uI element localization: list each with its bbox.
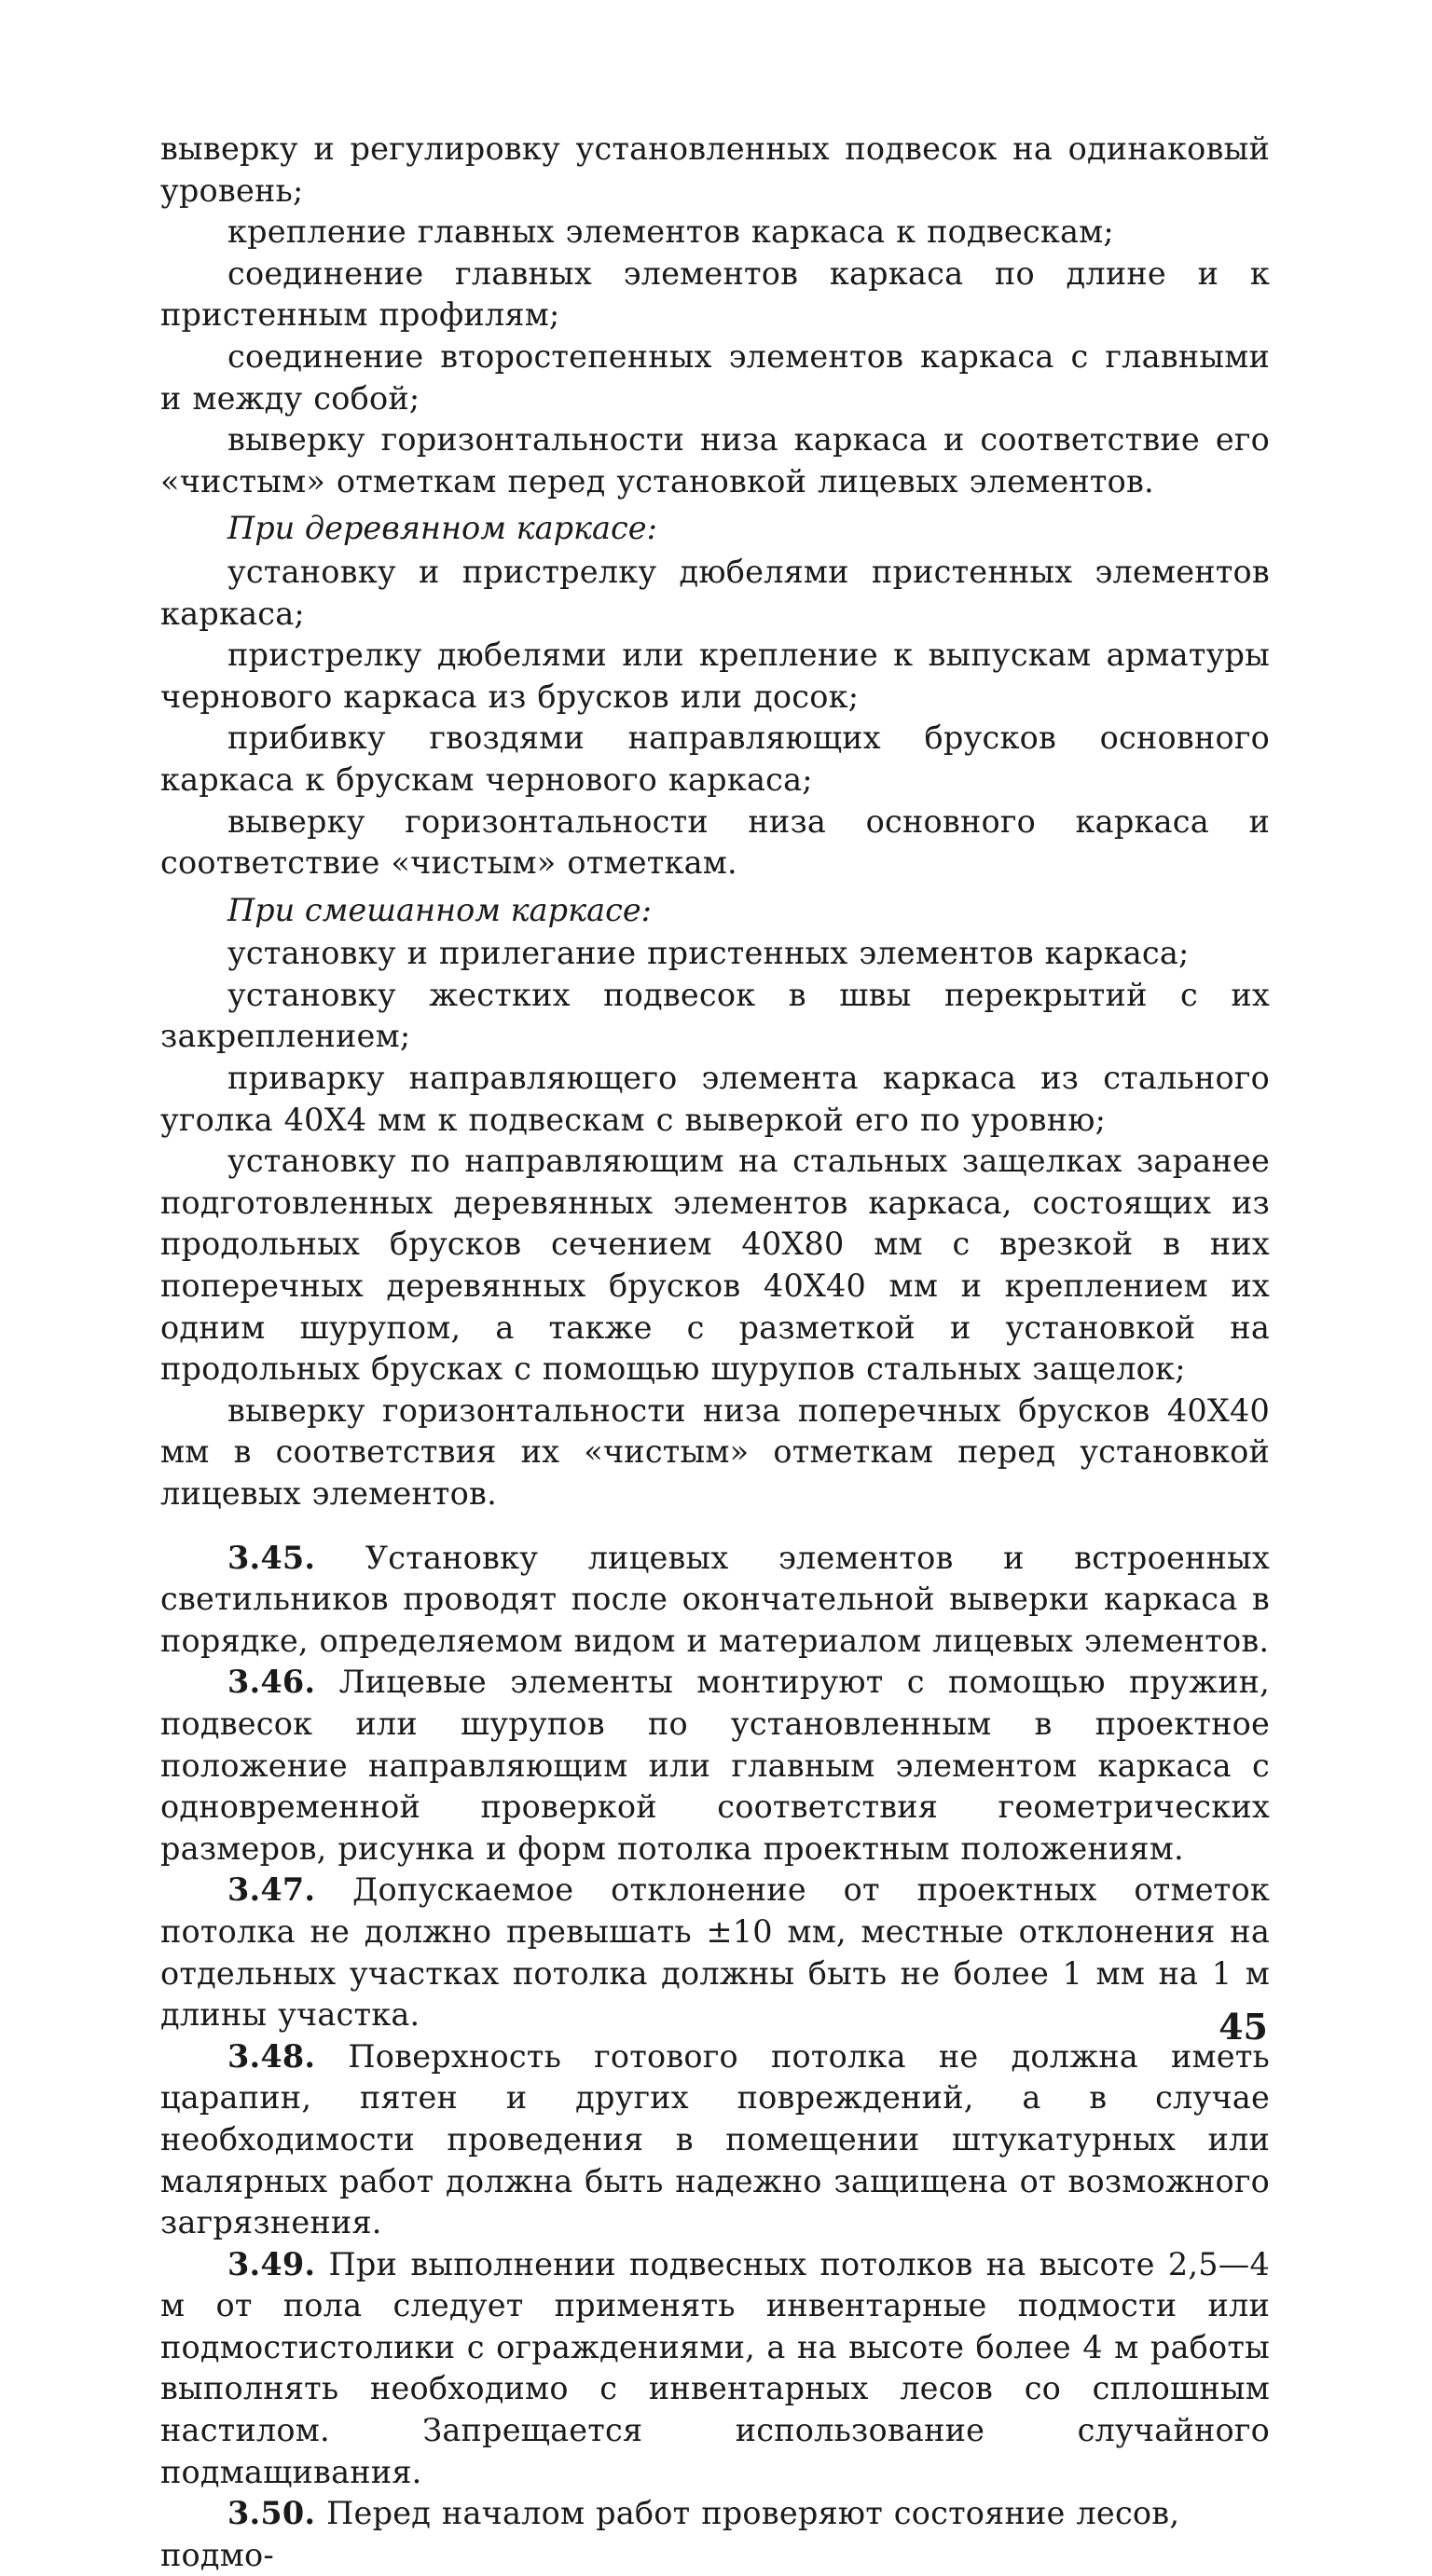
section-text: Лицевые элементы монтируют с помощью пружин, подвесок или шурупов по установленным в проектное положение направляющим или главным элементом каркаса с одновременной проверкой соответствия геометрических размеров, рисунка и форм потолка проектным положениям. [160,1664,1270,1867]
section-3-46 [160,1662,1270,1870]
intro-item-2: крепление главных элементов каркаса к подвескам; [227,213,1114,251]
page-number: 45 [1219,2006,1268,2048]
wood-item-4: выверку горизонтальности низа основного каркаса и соответствие «чистым» отметкам. [160,802,1270,882]
section-text: При выполнении подвесных потолков на высоте 2,5—4 м от пола следует применять инвентарные подмости или подмостистолики с ограждениями, а на высоте более 4 м работы выполнять необходимо с инвентарных лесов со сплошным настилом. Запрещается использование случайного подмащивания. [160,2245,1270,2490]
wood-item-3: прибивку гвоздями направляющих брусков основного каркаса к брускам чернового каркаса; [160,719,1270,798]
intro-item-4: соединение второстепенных элементов каркаса с главными и между собой; [160,337,1270,417]
section-number: 3.47. [227,1871,316,1909]
section-number: 3.45. [227,1539,316,1576]
wood-item-1: установку и пристрелку дюбелями пристенных элементов каркаса; [160,553,1270,632]
mixed-item-2: установку жестких подвесок в швы перекрытий с их закреплением; [160,976,1270,1055]
mixed-item-4: установку по направляющим на стальных защелках заранее подготовленных деревянных элементов каркаса, состоящих из продольных брусков сечением 40Х80 мм с врезкой в них поперечных деревянных брусков 40Х40 мм и креплением их одним шурупом, а также с разметкой и установкой на продольных брусках с помощью шурупов стальных защелок; [160,1143,1270,1388]
section-number: 3.46. [227,1664,316,1701]
section-text: Установку лицевых элементов и встроенных светильников проводят после окончательной выверки каркаса в порядке, определяемом видом и материалом лицевых элементов. [160,1539,1270,1659]
intro-item-1: выверку и регулировку установленных подвесок на одинаковый уровень; [160,130,1270,209]
section-number: 3.49. [227,2245,316,2282]
section-3-45 [160,1538,1270,1663]
section-3-50 [160,2493,1270,2576]
section-text: Допускаемое отклонение от проектных отметок потолка не должно превышать ±10 мм, местные отклонения на отдельных участках потолка должны быть не более 1 мм на 1 м длины участка. [160,1871,1270,2034]
section-3-49 [160,2244,1270,2494]
wood-frame-heading: При деревянном каркасе: [227,510,657,547]
section-text: Поверхность готового потолка не должна иметь царапин, пятен и других повреждений, а в случае необходимости проведения в помещении штукатурных или малярных работ должна быть надежно защищена от возможного загрязнения. [160,2037,1270,2241]
section-3-48 [160,2036,1270,2244]
intro-item-5: выверку горизонтальности низа каркаса и соответствие его «чистым» отметкам перед установкой лицевых элементов. [160,421,1270,500]
intro-item-3: соединение главных элементов каркаса по длине и к пристенным профилям; [160,254,1270,334]
mixed-item-5: выверку горизонтальности низа поперечных брусков 40Х40 мм в соответствия их «чистым» отметкам перед установкой лицевых элементов. [160,1391,1270,1512]
section-3-47 [160,1870,1270,2035]
section-number: 3.48. [227,2037,316,2075]
wood-item-2: пристрелку дюбелями или крепление к выпускам арматуры чернового каркаса из брусков или досок; [160,637,1270,715]
section-number: 3.50. [227,2495,316,2532]
section-gap [160,1515,1270,1538]
section-text: Перед началом работ проверяют состояние лесов, подмо- [160,2495,1180,2573]
mixed-item-1: установку и прилегание пристенных элементов каркаса; [227,935,1190,972]
mixed-frame-heading: При смешанном каркасе: [227,891,652,928]
mixed-item-3: приварку направляющего элемента каркаса из стального уголка 40Х4 мм к подвескам с выверкой его по уровню; [160,1060,1270,1138]
page-body [160,129,1270,2576]
